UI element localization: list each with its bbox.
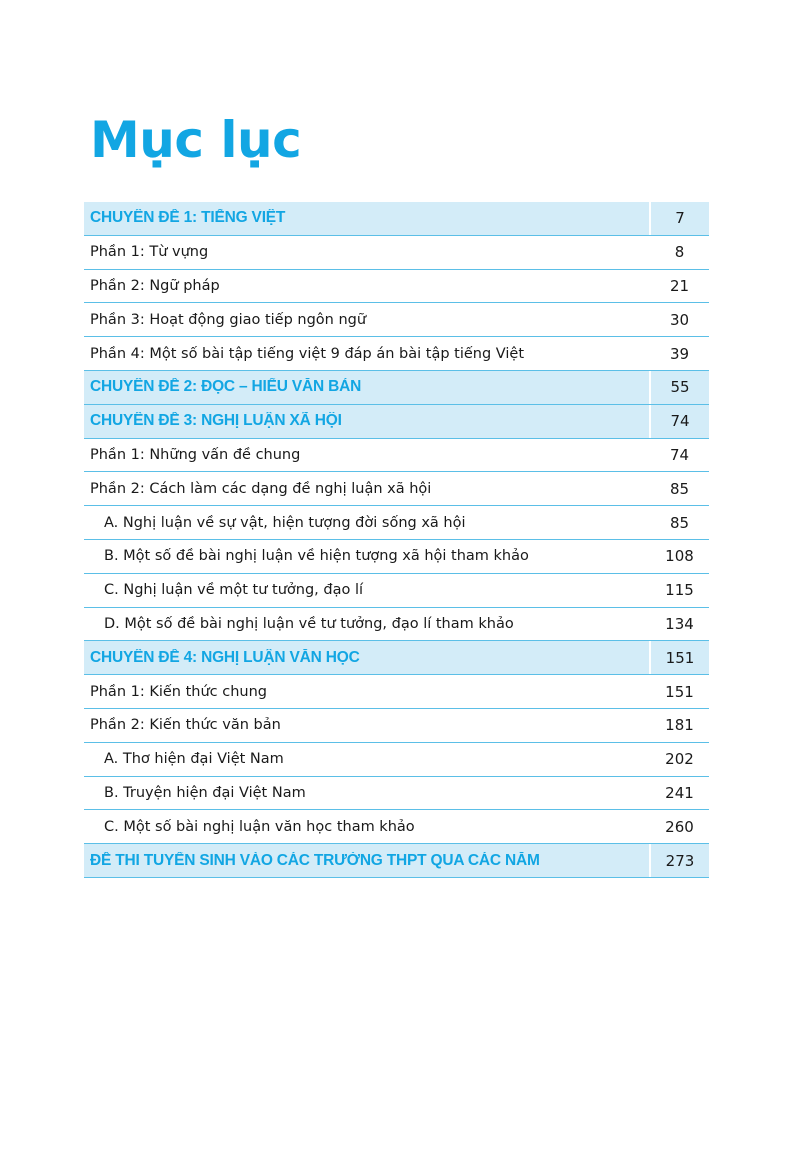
toc-subsection-row bbox=[84, 810, 709, 844]
toc-subsection-row bbox=[84, 540, 709, 574]
toc-page-number: 181 bbox=[649, 709, 709, 742]
toc-subsection-row bbox=[84, 608, 709, 642]
toc-page-number: 8 bbox=[649, 236, 709, 269]
toc-page-number: 85 bbox=[649, 506, 709, 539]
toc-entry-title: CHUYÊN ĐỀ 1: TIẾNG VIỆT bbox=[90, 209, 286, 227]
toc-page-number: 134 bbox=[649, 608, 709, 641]
toc-part-row bbox=[84, 270, 709, 304]
toc-entry-title: Phần 1: Từ vựng bbox=[90, 244, 209, 261]
toc-chapter-row bbox=[84, 202, 709, 236]
toc-entry-title: Phần 3: Hoạt động giao tiếp ngôn ngữ bbox=[90, 311, 367, 328]
toc-entry-title: CHUYÊN ĐỀ 3: NGHỊ LUẬN XÃ HỘI bbox=[90, 412, 342, 430]
toc-chapter-row bbox=[84, 641, 709, 675]
toc-entry-title: D. Một số đề bài nghị luận về tư tưởng, đạo lí tham khảo bbox=[104, 615, 514, 632]
toc-page-number: 39 bbox=[649, 337, 709, 370]
toc-page-number: 151 bbox=[649, 675, 709, 708]
toc-part-row bbox=[84, 472, 709, 506]
table-of-contents bbox=[84, 202, 709, 878]
toc-chapter-row bbox=[84, 844, 709, 878]
toc-page-number: 21 bbox=[649, 270, 709, 303]
toc-entry-title: B. Truyện hiện đại Việt Nam bbox=[104, 784, 306, 801]
toc-page-number: 30 bbox=[649, 303, 709, 336]
toc-entry-title: A. Nghị luận về sự vật, hiện tượng đời sống xã hội bbox=[104, 514, 466, 531]
toc-part-row bbox=[84, 236, 709, 270]
toc-entry-title: A. Thơ hiện đại Việt Nam bbox=[104, 751, 284, 768]
toc-chapter-row bbox=[84, 371, 709, 405]
toc-part-row bbox=[84, 709, 709, 743]
toc-entry-title: CHUYÊN ĐỀ 2: ĐỌC – HIỂU VĂN BẢN bbox=[90, 378, 362, 396]
toc-subsection-row bbox=[84, 506, 709, 540]
toc-entry-title: CHUYÊN ĐỀ 4: NGHỊ LUẬN VĂN HỌC bbox=[90, 648, 360, 666]
toc-page-number: 108 bbox=[649, 540, 709, 573]
toc-entry-title: Phần 1: Kiến thức chung bbox=[90, 683, 267, 700]
toc-page-number: 74 bbox=[649, 439, 709, 472]
toc-part-row bbox=[84, 675, 709, 709]
toc-entry-title: Phần 4: Một số bài tập tiếng việt 9 đáp án bài tập tiếng Việt bbox=[90, 345, 525, 362]
toc-part-row bbox=[84, 439, 709, 473]
toc-subsection-row bbox=[84, 777, 709, 811]
toc-subsection-row bbox=[84, 574, 709, 608]
toc-entry-title: C. Nghị luận về một tư tưởng, đạo lí bbox=[104, 582, 363, 599]
toc-part-row bbox=[84, 303, 709, 337]
toc-page-number: 55 bbox=[649, 371, 709, 404]
toc-entry-title: Phần 1: Những vấn đề chung bbox=[90, 446, 301, 463]
toc-page-number: 85 bbox=[649, 472, 709, 505]
page-title: Mục lục bbox=[90, 111, 302, 169]
toc-page-number: 7 bbox=[649, 202, 709, 235]
toc-page-number: 273 bbox=[649, 844, 709, 877]
toc-chapter-row bbox=[84, 405, 709, 439]
toc-entry-title: Phần 2: Cách làm các dạng đề nghị luận xã hội bbox=[90, 480, 432, 497]
toc-part-row bbox=[84, 337, 709, 371]
toc-page-number: 241 bbox=[649, 777, 709, 810]
toc-entry-title: ĐỀ THI TUYỂN SINH VÀO CÁC TRƯỜNG THPT QUA CÁC NĂM bbox=[90, 851, 540, 869]
toc-page-number: 151 bbox=[649, 641, 709, 674]
toc-entry-title: C. Một số bài nghị luận văn học tham khảo bbox=[104, 818, 415, 835]
toc-entry-title: B. Một số đề bài nghị luận về hiện tượng xã hội tham khảo bbox=[104, 548, 529, 565]
toc-page-number: 260 bbox=[649, 810, 709, 843]
toc-page-number: 202 bbox=[649, 743, 709, 776]
toc-page-number: 74 bbox=[649, 405, 709, 438]
toc-entry-title: Phần 2: Kiến thức văn bản bbox=[90, 717, 281, 734]
toc-page-number: 115 bbox=[649, 574, 709, 607]
toc-entry-title: Phần 2: Ngữ pháp bbox=[90, 277, 220, 294]
toc-subsection-row bbox=[84, 743, 709, 777]
